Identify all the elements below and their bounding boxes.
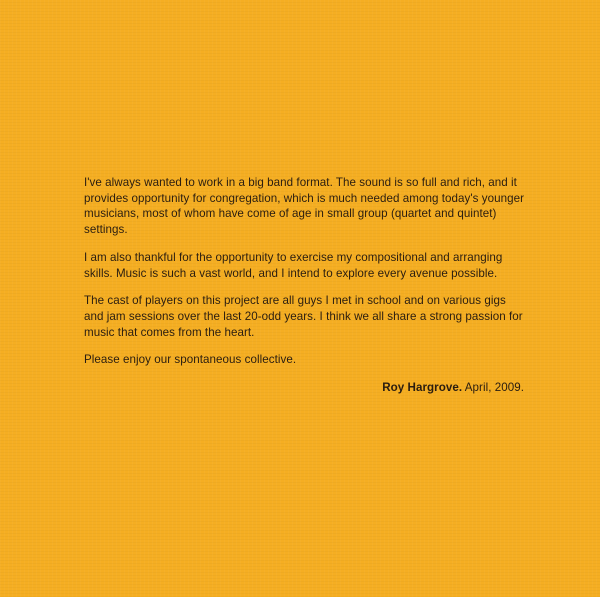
paragraph-big-band: I've always wanted to work in a big band format. The sound is so full and rich, and it provides opportunity for congregation, which is much needed among today's younger musicians, most of whom have come of age in small group (quartet and quintet) settings. xyxy=(84,176,525,237)
liner-notes-text xyxy=(84,175,524,396)
paragraph-cast-of-players: The cast of players on this project are all guys I met in school and on various gigs and jam sessions over the last 20-odd years. I think we all share a strong passion for music that comes from the heart. xyxy=(84,294,523,339)
paragraph-compositional-skills: I am also thankful for the opportunity to exercise my compositional and arranging skills. Music is such a vast world, and I intend to explore every avenue possible. xyxy=(84,250,503,280)
signature-date: April, 2009. xyxy=(464,381,524,395)
paragraph-closing: Please enjoy our spontaneous collective. xyxy=(84,353,297,367)
signature xyxy=(84,380,524,396)
signature-name: Roy Hargrove. xyxy=(382,381,463,395)
